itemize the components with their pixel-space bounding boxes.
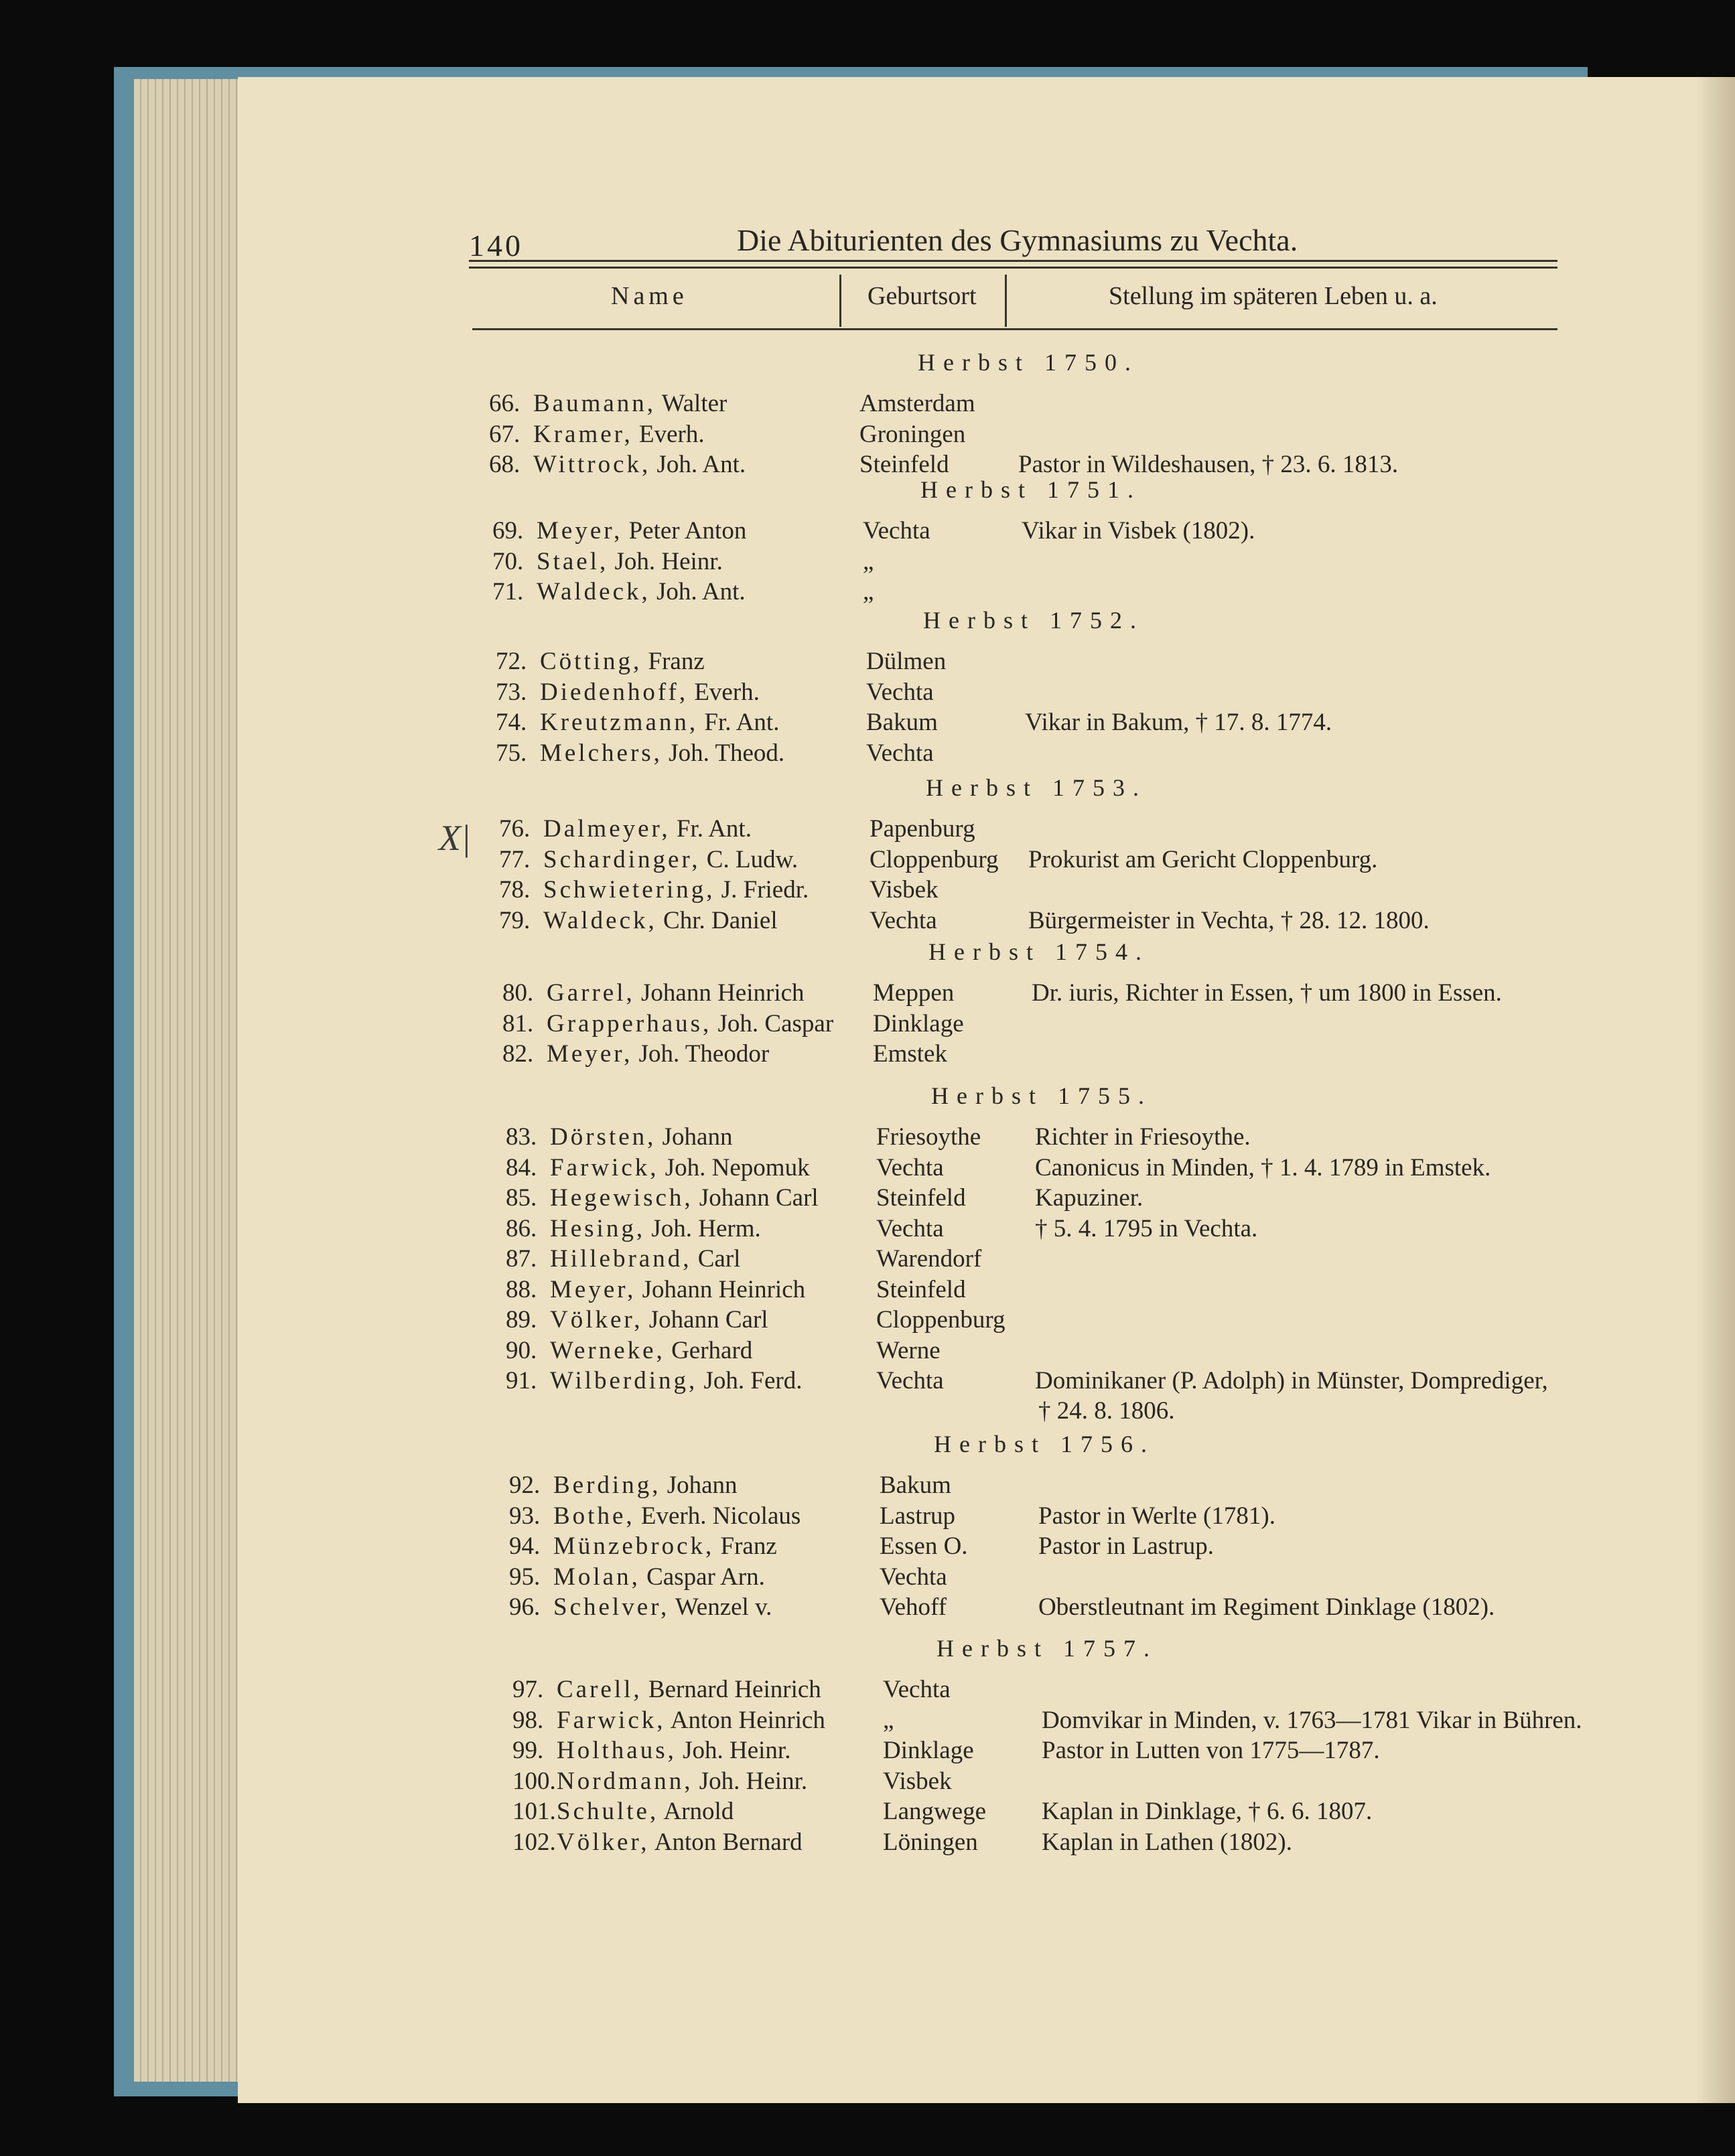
- entry-birthplace: Vechta: [870, 906, 937, 934]
- list-item: [509, 1531, 1635, 1562]
- entry-name: [533, 388, 727, 419]
- entry-surname: Farwick,: [557, 1706, 666, 1734]
- entry-birthplace: Papenburg: [870, 815, 975, 843]
- entry-number: 95.: [509, 1563, 541, 1591]
- list-item: [509, 1470, 1635, 1501]
- entry-birthplace: Visbek: [883, 1767, 952, 1795]
- entry-number: 70.: [492, 547, 524, 575]
- entry-birthplace: Vechta: [863, 517, 930, 545]
- entry-given-name: Peter Anton: [628, 517, 747, 545]
- list-item: [499, 875, 1624, 906]
- header-rule-top2: [469, 267, 1557, 269]
- entry-birthplace: Meppen: [873, 979, 955, 1007]
- entry-name: [557, 1735, 790, 1766]
- entry-given-name: Johann Heinrich: [642, 1275, 806, 1303]
- entry-number: 80.: [502, 979, 534, 1007]
- entry-given-name: Johann: [667, 1471, 738, 1499]
- entry-given-name: Everh. Nicolaus: [640, 1502, 801, 1530]
- entry-birthplace: Vechta: [876, 1153, 944, 1181]
- column-divider-1: [839, 275, 841, 327]
- list-item: [506, 1366, 1631, 1396]
- entry-number: 84.: [506, 1153, 537, 1181]
- entry-number: 100.: [512, 1767, 556, 1795]
- entry-surname: Berding,: [553, 1471, 661, 1499]
- entry-birthplace: Steinfeld: [859, 451, 949, 478]
- entry-name: [547, 1009, 833, 1039]
- entry-name: [537, 516, 746, 547]
- entry-given-name: Bernard Heinrich: [648, 1676, 821, 1703]
- list-item: [492, 547, 1618, 577]
- entry-name: [557, 1705, 825, 1736]
- section-heading: Herbst 1752.: [923, 607, 1144, 634]
- list-item: [512, 1796, 1638, 1827]
- handwritten-margin-mark: X|: [439, 818, 471, 858]
- entry-number: 71.: [492, 578, 524, 605]
- entry-birthplace: Groningen: [859, 420, 966, 448]
- entry-number: 90.: [506, 1336, 537, 1364]
- section-heading: Herbst 1753.: [926, 774, 1147, 801]
- entry-number: 102.: [512, 1828, 556, 1856]
- entry-position: Richter in Friesoythe.: [1035, 1123, 1251, 1151]
- entry-number: 101.: [512, 1798, 556, 1825]
- entry-birthplace: Vechta: [866, 739, 934, 767]
- entry-number: 82.: [502, 1040, 534, 1068]
- entry-birthplace: Vehoff: [880, 1593, 947, 1621]
- list-item: [506, 1153, 1631, 1183]
- header-rule-top: [469, 260, 1557, 262]
- entry-surname: Münzebrock,: [553, 1532, 715, 1560]
- entry-given-name: Chr. Daniel: [663, 906, 778, 934]
- entry-surname: Völker,: [557, 1828, 650, 1856]
- entry-name: [540, 646, 705, 677]
- entry-surname: Stael,: [537, 547, 609, 575]
- entry-given-name: Joh. Theodor: [638, 1040, 770, 1068]
- entry-surname: Schelver,: [553, 1593, 670, 1621]
- list-item: [502, 1039, 1628, 1070]
- entry-name: [550, 1183, 819, 1214]
- entry-surname: Bothe,: [553, 1502, 635, 1530]
- entry-given-name: Gerhard: [671, 1336, 753, 1364]
- entry-given-name: Joh. Herm.: [651, 1214, 761, 1242]
- entry-position: Prokurist am Gericht Cloppenburg.: [1028, 845, 1378, 873]
- entry-position: Domvikar in Minden, v. 1763—1781 Vikar in Bühren.: [1042, 1706, 1582, 1734]
- entry-given-name: Joh. Nepomuk: [665, 1153, 810, 1181]
- entry-name: [557, 1827, 803, 1858]
- list-item: [509, 1592, 1635, 1623]
- entry-surname: Waldeck,: [543, 906, 657, 934]
- entry-number: 87.: [506, 1245, 537, 1273]
- list-item: [509, 1562, 1635, 1593]
- entry-name: [553, 1531, 777, 1562]
- entry-given-name: Johann Carl: [648, 1306, 768, 1334]
- entry-name: [550, 1153, 810, 1183]
- list-item: [512, 1735, 1638, 1766]
- entry-birthplace: Dülmen: [866, 648, 947, 675]
- entry-number: 66.: [489, 390, 520, 417]
- entry-name: [547, 978, 805, 1009]
- entry-given-name: Joh. Ant.: [656, 451, 746, 478]
- entry-name: [550, 1275, 805, 1305]
- page-number: 140: [469, 228, 523, 263]
- entry-given-name: C. Ludw.: [706, 845, 799, 873]
- entry-number: 69.: [492, 517, 524, 545]
- entry-given-name: Anton Heinrich: [670, 1706, 825, 1734]
- list-item: [496, 707, 1621, 738]
- entry-birthplace: Langwege: [883, 1798, 987, 1825]
- list-item: [492, 577, 1618, 607]
- entry-given-name: Franz: [720, 1532, 777, 1560]
- entry-surname: Wilberding,: [550, 1367, 698, 1394]
- entry-name: [550, 1366, 803, 1396]
- entry-name: [540, 738, 784, 769]
- entry-position: Dr. iuris, Richter in Essen, † um 1800 in Essen.: [1032, 979, 1502, 1007]
- entry-name: [553, 1501, 801, 1532]
- entry-number: 77.: [499, 845, 531, 873]
- section-heading: Herbst 1751.: [920, 476, 1141, 503]
- entry-surname: Garrel,: [547, 979, 635, 1007]
- entry-number: 98.: [512, 1706, 544, 1734]
- entry-given-name: Fr. Ant.: [704, 709, 780, 736]
- entry-given-name: Joh. Heinr.: [614, 547, 723, 575]
- running-title: Die Abiturienten des Gymnasiums zu Vechta.: [737, 223, 1298, 257]
- entry-number: 88.: [506, 1275, 537, 1303]
- entry-name: [547, 1039, 769, 1070]
- entry-given-name: Carl: [697, 1245, 741, 1273]
- list-item: [499, 814, 1624, 845]
- entry-surname: Waldeck,: [537, 578, 650, 605]
- entry-birthplace: Vechta: [866, 678, 934, 706]
- list-item: [489, 388, 1614, 419]
- entry-number: 93.: [509, 1502, 541, 1530]
- entry-surname: Hesing,: [550, 1214, 646, 1242]
- entry-position: Pastor in Wildeshausen, † 23. 6. 1813.: [1018, 451, 1399, 478]
- entry-surname: Kreutzmann,: [540, 709, 699, 736]
- entry-number: 73.: [496, 678, 527, 706]
- entry-given-name: Fr. Ant.: [676, 815, 752, 843]
- list-item: [506, 1122, 1631, 1153]
- entry-number: 72.: [496, 648, 527, 675]
- entry-surname: Hegewisch,: [550, 1184, 693, 1212]
- entry-given-name: Caspar Arn.: [646, 1563, 765, 1591]
- entry-number: 79.: [499, 906, 531, 934]
- entry-given-name: Joh. Heinr.: [699, 1767, 808, 1795]
- entry-birthplace: Warendorf: [876, 1245, 982, 1273]
- entry-position: Vikar in Visbek (1802).: [1022, 517, 1255, 545]
- entry-number: 81.: [502, 1009, 534, 1037]
- entry-name: [557, 1796, 734, 1827]
- entry-birthplace: „: [863, 547, 874, 575]
- entry-surname: Baumann,: [533, 390, 656, 417]
- entry-surname: Werneke,: [550, 1336, 665, 1364]
- list-item: [502, 978, 1628, 1009]
- entry-position: Kapuziner.: [1035, 1184, 1143, 1212]
- entry-number: 89.: [506, 1306, 537, 1334]
- entry-surname: Molan,: [553, 1563, 640, 1591]
- list-item: [512, 1705, 1638, 1736]
- entry-name: [550, 1336, 752, 1366]
- entry-position: Pastor in Werlte (1781).: [1038, 1502, 1275, 1530]
- entry-birthplace: „: [883, 1706, 894, 1734]
- section-heading: Herbst 1754.: [928, 938, 1150, 965]
- entry-given-name: Arnold: [663, 1798, 734, 1825]
- entry-birthplace: Dinklage: [873, 1009, 964, 1037]
- list-item: [506, 1183, 1631, 1214]
- entry-given-name: J. Friedr.: [721, 876, 809, 904]
- entry-surname: Wittrock,: [533, 451, 651, 478]
- header-rule-bottom: [472, 328, 1557, 330]
- list-item: [496, 677, 1621, 708]
- entry-birthplace: Amsterdam: [859, 390, 975, 417]
- entry-birthplace: Vechta: [876, 1214, 944, 1242]
- entry-given-name: Joh. Ferd.: [703, 1367, 803, 1394]
- list-item: [506, 1305, 1631, 1336]
- entry-name: [543, 906, 778, 936]
- column-divider-2: [1005, 275, 1007, 327]
- entry-position: Pastor in Lutten von 1775—1787.: [1042, 1737, 1380, 1764]
- entry-position: † 5. 4. 1795 in Vechta.: [1035, 1214, 1258, 1242]
- entry-name: [550, 1122, 732, 1153]
- entry-surname: Schulte,: [557, 1798, 659, 1825]
- entry-name: [553, 1562, 765, 1593]
- column-header-name: Name: [611, 282, 688, 310]
- list-item: [506, 1336, 1631, 1366]
- entry-surname: Diedenhoff,: [540, 678, 689, 706]
- entry-number: 67.: [489, 420, 520, 448]
- entry-position: Canonicus in Minden, † 1. 4. 1789 in Emstek.: [1035, 1153, 1491, 1181]
- entry-surname: Völker,: [550, 1306, 643, 1334]
- entry-surname: Nordmann,: [557, 1767, 693, 1795]
- entry-surname: Holthaus,: [557, 1737, 677, 1764]
- entry-given-name: Joh. Caspar: [717, 1009, 834, 1037]
- list-item: [496, 738, 1621, 769]
- entry-birthplace: „: [863, 578, 874, 605]
- entry-birthplace: Lastrup: [880, 1502, 956, 1530]
- entry-number: 99.: [512, 1737, 544, 1764]
- entry-given-name: Johann Heinrich: [641, 979, 805, 1007]
- entry-name: [537, 547, 723, 577]
- entry-given-name: Joh. Ant.: [656, 578, 746, 605]
- entry-surname: Schardinger,: [543, 845, 701, 873]
- entry-number: 68.: [489, 451, 520, 478]
- entry-surname: Grapperhaus,: [547, 1009, 712, 1037]
- entry-position: Vikar in Bakum, † 17. 8. 1774.: [1025, 709, 1332, 736]
- entry-surname: Melchers,: [540, 739, 663, 767]
- section-heading: Herbst 1757.: [936, 1635, 1158, 1662]
- list-item: [489, 419, 1614, 450]
- entry-given-name: Johann Carl: [699, 1184, 819, 1212]
- section-heading: Herbst 1756.: [934, 1431, 1155, 1457]
- entry-name: [533, 449, 746, 480]
- entry-birthplace: Cloppenburg: [870, 845, 999, 873]
- entry-position: Kaplan in Lathen (1802).: [1042, 1828, 1292, 1856]
- entry-birthplace: Werne: [876, 1336, 941, 1364]
- entry-name: [543, 875, 809, 906]
- entry-number: 97.: [512, 1676, 544, 1703]
- entry-given-name: Wenzel v.: [675, 1593, 772, 1621]
- entry-name: [540, 677, 760, 708]
- page-edges: [134, 79, 255, 2082]
- entry-name: [533, 419, 705, 450]
- entry-birthplace: Bakum: [866, 709, 938, 736]
- entry-surname: Dalmeyer,: [543, 815, 671, 843]
- entry-birthplace: Visbek: [870, 876, 939, 904]
- entry-birthplace: Vechta: [876, 1367, 944, 1394]
- entry-position: Dominikaner (P. Adolph) in Münster, Domprediger,: [1035, 1367, 1548, 1394]
- list-item: [492, 516, 1618, 547]
- entry-birthplace: Emstek: [873, 1040, 947, 1068]
- entry-birthplace: Bakum: [880, 1471, 951, 1499]
- entry-surname: Carell,: [557, 1676, 642, 1703]
- entry-given-name: Franz: [648, 648, 705, 675]
- entry-surname: Dörsten,: [550, 1123, 656, 1151]
- list-item: [506, 1214, 1631, 1244]
- entry-birthplace: Vechta: [880, 1563, 947, 1591]
- list-item: [506, 1275, 1631, 1305]
- entry-given-name: Johann: [662, 1123, 733, 1151]
- list-item: [502, 1009, 1628, 1039]
- list-item: [499, 845, 1624, 875]
- entry-number: 91.: [506, 1367, 537, 1394]
- entry-given-name: Everh.: [639, 420, 705, 448]
- entry-birthplace: Löningen: [883, 1828, 978, 1856]
- list-item: [499, 906, 1624, 936]
- entry-position: Pastor in Lastrup.: [1038, 1532, 1214, 1560]
- entry-position: Kaplan in Dinklage, † 6. 6. 1807.: [1042, 1798, 1373, 1825]
- entry-birthplace: Essen O.: [880, 1532, 968, 1560]
- entry-name: [550, 1305, 768, 1336]
- entry-number: 92.: [509, 1471, 541, 1499]
- entry-surname: Hillebrand,: [550, 1245, 692, 1273]
- entry-name: [543, 845, 798, 875]
- entry-name: [540, 707, 779, 738]
- entry-name: [557, 1674, 821, 1705]
- entry-surname: Schwietering,: [543, 876, 715, 904]
- entry-name: [557, 1766, 807, 1797]
- entry-number: 96.: [509, 1593, 541, 1621]
- entry-birthplace: Friesoythe: [876, 1123, 981, 1151]
- entry-given-name: Joh. Theod.: [669, 739, 785, 767]
- entry-surname: Meyer,: [550, 1275, 636, 1303]
- entry-position: Oberstleutnant im Regiment Dinklage (1802).: [1038, 1593, 1495, 1621]
- entry-surname: Meyer,: [537, 517, 623, 545]
- list-item: [496, 646, 1621, 677]
- column-header-position: Stellung im späteren Leben u. a.: [1109, 282, 1438, 310]
- entry-name: [553, 1592, 772, 1623]
- entry-number: 76.: [499, 815, 531, 843]
- section-heading: Herbst 1750.: [918, 349, 1139, 376]
- entry-number: 86.: [506, 1214, 537, 1242]
- list-item: [506, 1244, 1631, 1275]
- list-item: [509, 1501, 1635, 1532]
- section-heading: Herbst 1755.: [931, 1082, 1152, 1109]
- entry-surname: Farwick,: [550, 1153, 659, 1181]
- list-item: [512, 1827, 1638, 1858]
- entry-number: 83.: [506, 1123, 537, 1151]
- entry-name: [537, 577, 746, 607]
- entry-name: [553, 1470, 738, 1501]
- entry-number: 94.: [509, 1532, 541, 1560]
- entry-birthplace: Dinklage: [883, 1737, 974, 1764]
- entry-number: 78.: [499, 876, 531, 904]
- column-header-birthplace: Geburtsort: [868, 282, 977, 310]
- entry-name: [550, 1214, 761, 1244]
- entry-given-name: Everh.: [694, 678, 760, 706]
- entry-number: 74.: [496, 709, 527, 736]
- entry-surname: Kramer,: [533, 420, 633, 448]
- entry-number: 75.: [496, 739, 527, 767]
- entry-given-name: Joh. Heinr.: [683, 1737, 791, 1764]
- entry-name: [550, 1244, 740, 1275]
- entry-name: [543, 814, 752, 845]
- entry-surname: Cötting,: [540, 648, 642, 675]
- entry-position-continuation: † 24. 8. 1806.: [1038, 1396, 1175, 1425]
- entry-number: 85.: [506, 1184, 537, 1212]
- entry-given-name: Anton Bernard: [654, 1828, 803, 1856]
- entry-surname: Meyer,: [547, 1040, 633, 1068]
- entry-birthplace: Cloppenburg: [876, 1306, 1005, 1334]
- entry-birthplace: Steinfeld: [876, 1275, 966, 1303]
- list-item: [512, 1766, 1638, 1797]
- entry-birthplace: Steinfeld: [876, 1184, 966, 1212]
- list-item: [512, 1674, 1638, 1705]
- entry-position: Bürgermeister in Vechta, † 28. 12. 1800.: [1028, 906, 1430, 934]
- entry-given-name: Walter: [661, 390, 727, 417]
- entry-birthplace: Vechta: [883, 1676, 951, 1703]
